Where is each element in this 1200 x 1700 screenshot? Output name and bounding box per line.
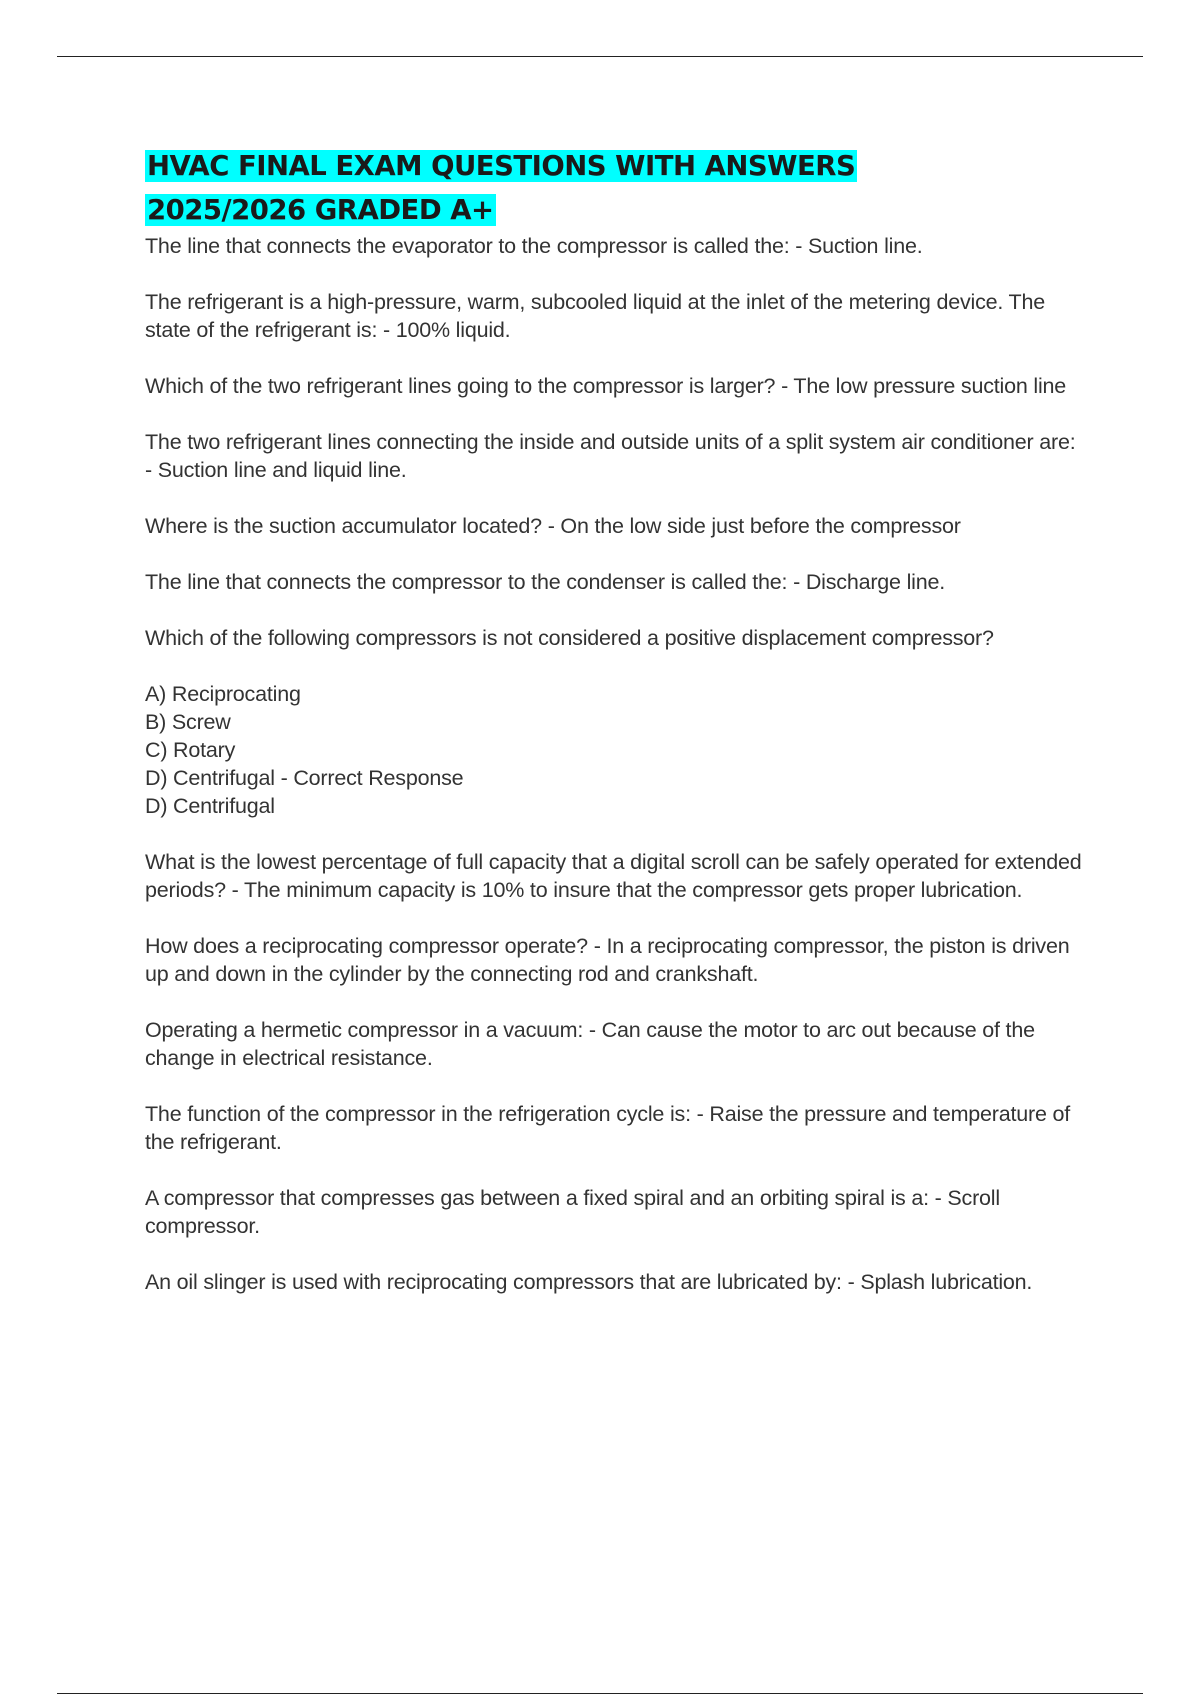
document-title bbox=[145, 144, 1085, 232]
qa-paragraph: The function of the compressor in the refrigeration cycle is: - Raise the pressure and temperature of the refrigerant. bbox=[145, 1102, 1071, 1154]
header-rule bbox=[57, 56, 1143, 57]
question-paragraph: Which of the following compressors is not considered a positive displacement compressor? bbox=[145, 626, 994, 650]
qa-paragraph: Where is the suction accumulator located? - On the low side just before the compressor bbox=[145, 514, 961, 538]
qa-paragraph: The refrigerant is a high-pressure, warm, subcooled liquid at the inlet of the metering device. The state of the refrigerant is: - 100% liquid. bbox=[145, 290, 1046, 342]
option-item: C) Rotary bbox=[145, 738, 236, 762]
option-item: B) Screw bbox=[145, 710, 231, 734]
qa-paragraph: The two refrigerant lines connecting the inside and outside units of a split system air conditioner are: - Suction line and liquid line. bbox=[145, 430, 1076, 482]
answer-options bbox=[145, 680, 1085, 820]
document-body bbox=[145, 144, 1085, 1324]
option-item: D) Centrifugal - Correct Response bbox=[145, 766, 464, 790]
qa-paragraph: A compressor that compresses gas between a fixed spiral and an orbiting spiral is a: - Scroll compressor. bbox=[145, 1186, 1000, 1238]
qa-paragraph: An oil slinger is used with reciprocating compressors that are lubricated by: - Splash lubrication. bbox=[145, 1270, 1033, 1294]
qa-paragraph: Operating a hermetic compressor in a vacuum: - Can cause the motor to arc out because of the change in electrical resistance. bbox=[145, 1018, 1035, 1070]
qa-paragraph: How does a reciprocating compressor operate? - In a reciprocating compressor, the piston is driven up and down in the cylinder by the connecting rod and crankshaft. bbox=[145, 934, 1070, 986]
title-line-1: HVAC FINAL EXAM QUESTIONS WITH ANSWERS bbox=[147, 150, 856, 182]
footer-rule bbox=[57, 1693, 1143, 1694]
title-line-2: 2025/2026 GRADED A+ bbox=[147, 194, 494, 226]
qa-paragraph: The line that connects the evaporator to the compressor is called the: - Suction line. bbox=[145, 234, 923, 258]
qa-paragraph: The line that connects the compressor to the condenser is called the: - Discharge line. bbox=[145, 570, 946, 594]
qa-paragraph: What is the lowest percentage of full capacity that a digital scroll can be safely operated for extended periods? - The minimum capacity is 10% to insure that the compressor gets proper lubrication. bbox=[145, 850, 1082, 902]
option-item: A) Reciprocating bbox=[145, 682, 301, 706]
qa-paragraph: Which of the two refrigerant lines going to the compressor is larger? - The low pressure suction line bbox=[145, 374, 1067, 398]
option-item: D) Centrifugal bbox=[145, 794, 275, 818]
